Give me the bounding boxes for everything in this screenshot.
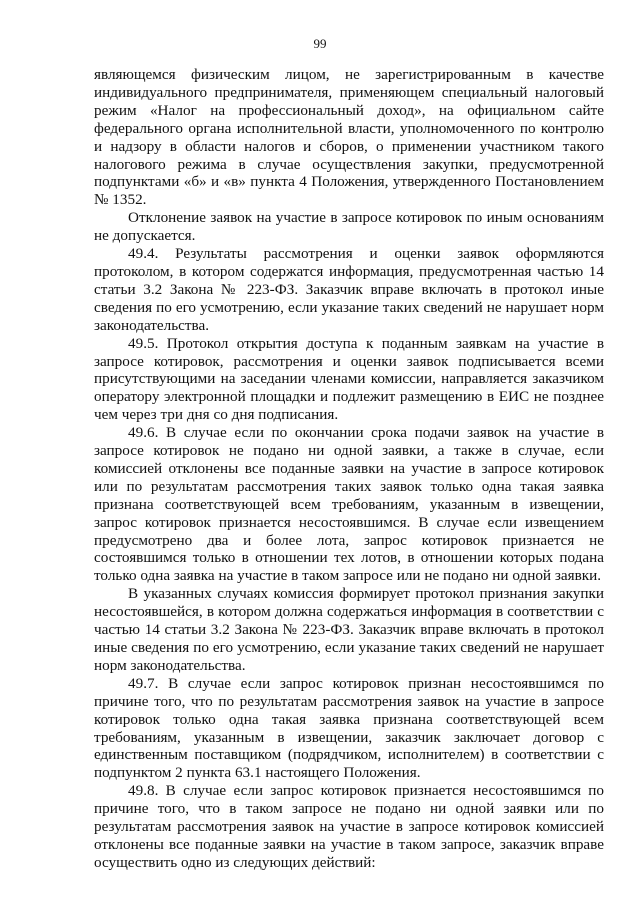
paragraph-49-6: 49.6. В случае если по окончании срока подачи заявок на участие в запросе котировок не подано ни одной заявки, а также в случае, если комиссией отклонены все поданные заявки на участие в запросе котировок или по результатам рассмотрения таких заявок только одна такая заявка признана соответствующей всем требованиям, указанным в извещении, запрос котировок признается несостоявшимся. В случае если извещением предусмотрено два и более лота, запрос котировок признается не состоявшимся только в отношении тех лотов, в отношении которых подана только одна заявка на участие в таком запросе или не подано ни одной заявки. <box>94 424 604 585</box>
document-body <box>94 66 604 872</box>
paragraph: являющемся физическим лицом, не зарегистрированным в качестве индивидуального предпринимателя, применяющем специальный налоговый режим «Налог на профессиональный доход», на официальном сайте федерального органа исполнительной власти, уполномоченного по контролю и надзору в области налогов и сборов, о применении участником такого налогового режима в случае осуществления закупки, предусмотренной подпунктами «б» и «в» пункта 4 Положения, утвержденного Постановлением № 1352. <box>94 66 604 209</box>
paragraph-49-5: 49.5. Протокол открытия доступа к поданным заявкам на участие в запросе котировок, рассмотрения и оценки заявок подписывается всеми присутствующими на заседании членами комиссии, направляется заказчиком оператору электронной площадки и подлежит размещению в ЕИС не позднее чем через три дня со дня подписания. <box>94 334 604 424</box>
paragraph: Отклонение заявок на участие в запросе котировок по иным основаниям не допускается. <box>94 209 604 245</box>
page-number: 99 <box>313 36 327 51</box>
paragraph-49-8: 49.8. В случае если запрос котировок признается несостоявшимся по причине того, что в таком запросе не подано ни одной заявки или по результатам рассмотрения заявок на участие в запросе котировок комиссией отклонены все поданные заявки на участие в таком запросе, заказчик вправе осуществить одно из следующих действий: <box>94 782 604 871</box>
paragraph: В указанных случаях комиссия формирует протокол признания закупки несостоявшейся, в котором должна содержаться информация в соответствии с частью 14 статьи 3.2 Закона № 223-ФЗ. Заказчик вправе включать в протокол иные сведения по его усмотрению, если указание таких сведений не нарушает норм законодательства. <box>94 585 604 674</box>
paragraph-49-7: 49.7. В случае если запрос котировок признан несостоявшимся по причине того, что по результатам рассмотрения заявок на участие в запросе котировок только одна такая заявка признана соответствующей всем требованиям, указанным в извещении, заказчик заключает договор с единственным поставщиком (подрядчиком, исполнителем) в соответствии с подпунктом 2 пункта 63.1 настоящего Положения. <box>94 674 604 782</box>
paragraph-49-4: 49.4. Результаты рассмотрения и оценки заявок оформляются протоколом, в котором содержатся информация, предусмотренная частью 14 статьи 3.2 Закона № 223-ФЗ. Заказчик вправе включать в протокол иные сведения по его усмотрению, если указание таких сведений не нарушает норм законодательства. <box>94 245 604 334</box>
